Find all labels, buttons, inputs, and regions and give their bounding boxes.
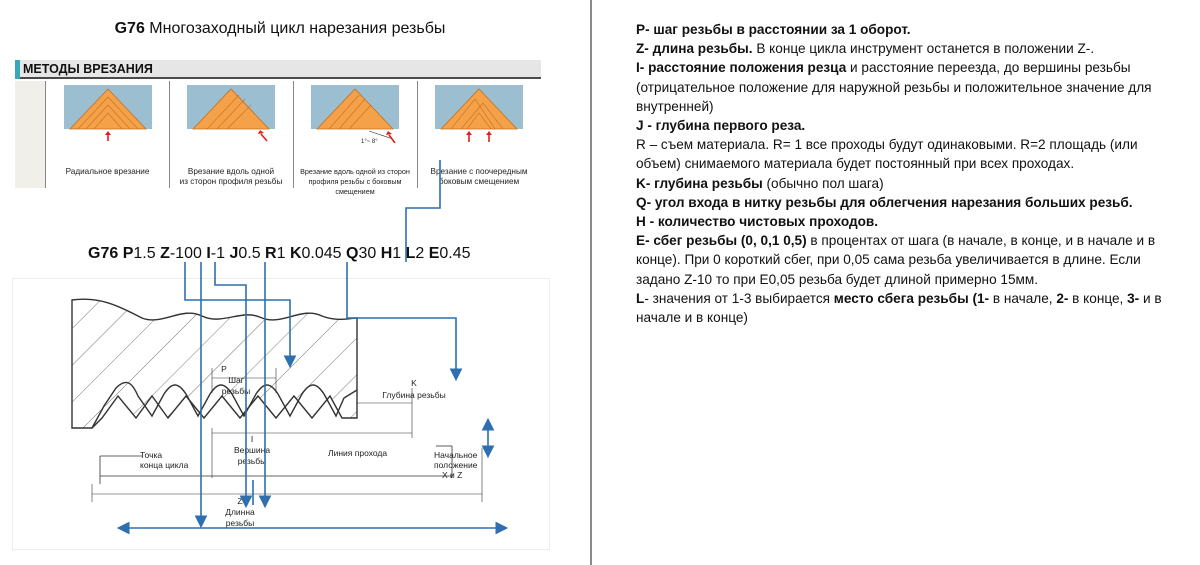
k-label-2: Глубина резьбы [382,390,446,400]
code-param-letter: E [428,245,440,262]
description-text: R – съем материала. R= 1 все проходы будут одинаковыми. R=2 площадь (или объем) снимаемого материала будет постоянный при всех проходах. [636,137,1138,172]
radial-infeed-image [64,85,152,143]
description-paragraph [636,58,1181,116]
left-page [0,0,590,565]
description-text: (обычно пол шага) [762,175,884,191]
description-bold-text: Q- угол входа в нитку резьбы для облегчения нарезания больших резьб. [636,194,1133,210]
code-param-letter: K [289,245,302,262]
description-bold-text: K- глубина резьбы [636,175,763,191]
description-paragraph [636,135,1181,173]
method-one-flank [169,81,294,188]
g76-code-line [88,245,471,263]
p-label-2: Шаг [228,375,244,385]
code-param-value: 0.5 [238,245,266,262]
method-caption-2: из сторон профиля резьбы [179,177,283,186]
description-paragraph [636,20,1181,39]
description-bold-text: Z- длина резьбы. [636,41,753,57]
right-page [600,0,1200,565]
thread-diagram [12,278,550,550]
code-param-letter: H [380,245,393,262]
z-label: Z [237,496,243,506]
code-param-letter: G76 [88,245,119,262]
modified-flank-image [311,85,399,143]
code-param-letter: J [229,245,239,262]
methods-header [15,60,541,79]
z-label-3: резьбы [225,518,255,528]
description-bold-text: I- расстояние положения резца [636,60,847,76]
description-bold-text: P- шаг резьбы [636,22,733,37]
methods-row [15,81,541,196]
k-label: K [411,378,417,388]
page-title [0,20,560,38]
description-paragraph [636,116,1181,135]
method-caption: Врезание вдоль одной из сторон [300,167,410,176]
code-param-letter: Q [345,245,359,262]
code-param-value: 1.5 [133,245,161,262]
end-point-label: Точка [140,450,163,460]
i-label: I [250,434,254,444]
description-paragraph [636,212,1181,231]
code-param-letter: P [122,245,134,262]
methods-header-label: МЕТОДЫ ВРЕЗАНИЯ [23,62,153,76]
start-label-3: X и Z [442,470,463,480]
i-label-2: Вершина [233,445,271,455]
method-caption-2: профиля резьбы с боковым смещением [308,177,402,196]
method-caption-2: боковым смещением [438,177,520,186]
method-alternate-flank [417,81,541,188]
code-param-value: -1 [210,245,230,262]
start-label: Начальное [434,450,478,460]
title-text: Многозаходный цикл нарезания резьбы [144,20,446,37]
description-bold-text: 3- [1127,290,1140,306]
description-text: в процентах от шага (в начале, в конце, и в начале и в конце). При 0 короткий сбег, при 0,05 сама резьба увеличивается в длине. Если задано Z-10 то при E0,05 резьба будет длиной примерно 15мм. [636,233,1156,287]
header-accent-bar [15,60,20,79]
description-bold-text: J - глубина первого реза. [636,118,806,134]
method-caption: Врезание с поочередным [430,167,528,176]
description-text: - значения от 1-3 выбирается [644,290,834,306]
alternate-flank-image [435,85,523,143]
end-point-label-2: конца цикла [140,460,189,470]
angle-label: 1°~ 8° [361,139,378,145]
z-label-2: Длинна [225,507,255,517]
description-bold-text: 2- [1056,290,1069,306]
description-text: В конце цикла инструмент останется в положении Z-. [752,41,1095,57]
description-text: и расстояние переезда, до вершины резьбы (отрицательное положение для наружной резьбы и положительное значение для внутренней) [636,60,1152,114]
methods-stub [15,81,46,188]
code-param-value: -100 [169,245,207,262]
code-param-value: 30 [358,245,381,262]
description-bold-text: место сбега резьбы (1- [833,290,990,306]
description-text: в конце, [1068,290,1128,306]
i-label-3: резьбы [237,456,267,466]
code-param-value: 0.45 [439,245,471,262]
code-param-value: 2 [415,245,429,262]
description-bold-text: L [636,290,645,306]
p-label-3: резьбы [221,386,251,396]
start-label-2: положение [434,460,478,470]
p-label: P [221,364,227,374]
description-paragraph [636,174,1181,193]
method-flank-offset [293,81,418,196]
description-bold-text: H - количество чистовых проходов. [636,214,879,230]
method-caption: Врезание вдоль одной [187,167,275,176]
description-paragraph [636,289,1181,327]
page-divider [590,0,600,565]
description-paragraph [636,231,1181,289]
code-param-letter: R [265,245,277,262]
title-code: G76 [114,20,145,37]
description-text: и в начале и в конце) [636,290,1162,326]
code-param-letter: Z [160,245,170,262]
code-param-letter: L [405,245,416,262]
method-radial [46,81,170,188]
pass-line-label: Линия прохода [328,448,388,458]
code-param-letter: I [206,245,211,262]
code-param-value: 1 [392,245,406,262]
description-bold-text: в расстоянии за 1 оборот. [736,22,911,37]
code-param-value: 0.045 [301,245,346,262]
parameter-descriptions [636,20,1181,327]
code-param-value: 1 [276,245,290,262]
description-paragraph [636,193,1181,212]
description-text: в начале, [989,290,1057,306]
method-caption: Радиальное врезание [65,167,150,176]
description-paragraph [636,39,1181,58]
flank-infeed-image [187,85,275,143]
description-bold-text: E- сбег резьбы (0, 0,1 0,5) [636,233,807,249]
